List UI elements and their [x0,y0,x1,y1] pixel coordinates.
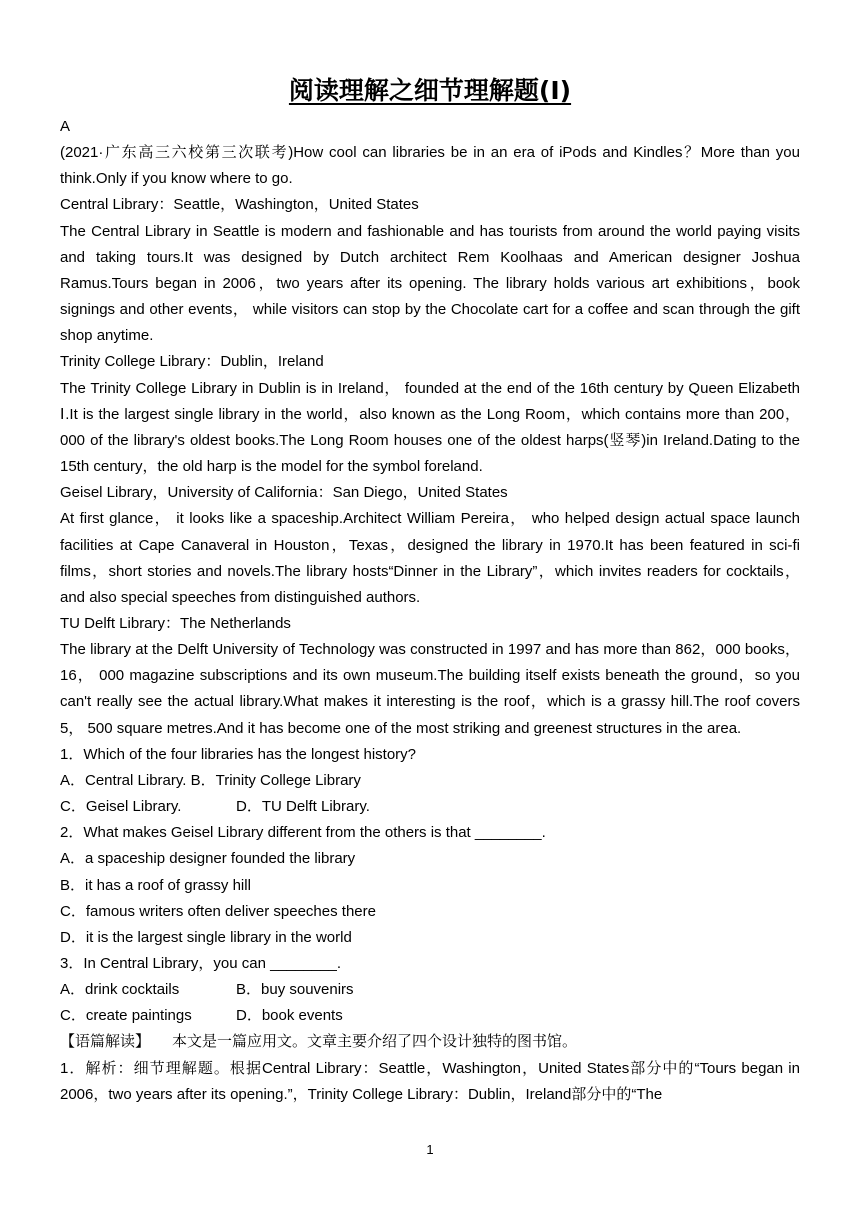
library-heading: Central Library：Seattle，Washington，United States [60,196,419,214]
option-row [60,846,800,872]
option: B．buy souvenirs [236,981,354,999]
library-text: The Trinity College Library in Dublin is in Ireland， founded at the end of the 16th century by Queen Elizabeth Ⅰ.It is the largest single library in the world，also known as the Long Room，which contains more than 200，000 of the library's oldest books.The Long Room houses one of the oldest harps(竖琴)in Ireland.Dating to the 15th century，the old harp is the model for the symbol foreland. [60,379,800,476]
option: C．Geisel Library. [60,798,182,816]
option: B．it has a roof of grassy hill [60,876,251,894]
analysis-text: 本文是一篇应用文。文章主要介绍了四个设计独特的图书馆。 [172,1033,578,1051]
library-section-geisel [60,480,800,611]
question-1 [60,742,800,820]
answer-explanation: 1．解析：细节理解题。根据Central Library：Seattle，Washington，United States部分中的“Tours began in 2006，two years after its opening.”，Trinity College Library：Dublin，Ireland部分中的“The [60,1059,800,1103]
option: C．create paintings [60,1007,192,1025]
option-row [60,794,800,820]
option-row [60,1003,800,1029]
option: A．Central Library. B．Trinity College Library [60,771,361,789]
option-row [60,873,800,899]
section-label: A [60,118,71,135]
document-page [60,72,800,1108]
passage-intro: (2021·广东高三六校第三次联考)How cool can libraries be in an era of iPods and Kindles？More than you think.Only if you know where to go. [60,144,800,188]
analysis-paragraph [60,1029,800,1055]
option-row [60,899,800,925]
library-heading: Geisel Library，University of California：San Diego，United States [60,484,508,502]
question-2 [60,820,800,951]
question-3 [60,951,800,1029]
document-title: 阅读理解之细节理解题(Ⅰ) [288,76,572,105]
library-section-delft [60,611,800,742]
library-section-central [60,192,800,349]
library-heading: TU Delft Library：The Netherlands [60,614,291,632]
option: A．drink cocktails [60,981,180,999]
option-row [60,977,800,1003]
option: A．a spaceship designer founded the library [60,850,356,868]
option: D．book events [236,1007,343,1025]
option: C．famous writers often deliver speeches there [60,902,376,920]
option-row [60,768,800,794]
library-section-trinity [60,349,800,480]
library-text: The Central Library in Seattle is modern and fashionable and has tourists from around the world paying visits and taking tours.It was designed by Dutch architect Rem Koolhaas and American designer Joshua Ramus.Tours began in 2006，two years after its opening. The library holds various art exhibitions，book signings and other events， while visitors can stop by the Chocolate cart for a coffee and scan through the gift shop anytime. [60,222,800,345]
library-text: The library at the Delft University of Technology was constructed in 1997 and has more than 862，000 books， 16， 000 magazine subscriptions and its own museum.The building itself exists beneath the ground，so you can't really see the actual library.What makes it interesting is the roof，which is a grassy hill.The roof covers 5， 500 square metres.And it has become one of the most striking and greenest structures in the area. [60,641,800,737]
option: D．it is the largest single library in the world [60,928,352,946]
option-row [60,925,800,951]
question-stem: 2．What makes Geisel Library different from the others is that ________. [60,824,546,842]
library-text: At first glance， it looks like a spaceship.Architect William Pereira， who helped design actual space launch facilities at Cape Canaveral in Houston，Texas，designed the library in 1970.It has been featured in sci-fi films，short stories and novels.The library hosts“Dinner in the Library”，which invites readers for cocktails，and also special speeches from distinguished authors. [60,510,800,606]
library-heading: Trinity College Library：Dublin，Ireland [60,353,324,371]
page-number: 1 [426,1142,434,1157]
option: D．TU Delft Library. [236,798,370,816]
question-stem: 3．In Central Library，you can ________. [60,955,342,972]
question-stem: 1．Which of the four libraries has the longest history? [60,745,417,763]
analysis-heading: 【语篇解读】 [60,1033,151,1051]
